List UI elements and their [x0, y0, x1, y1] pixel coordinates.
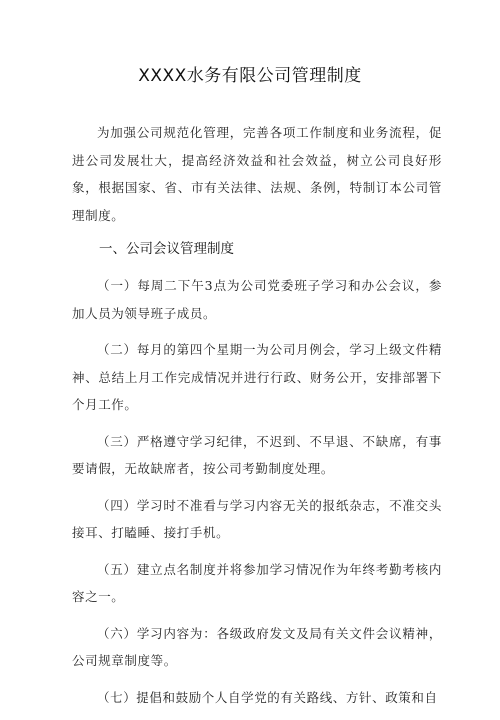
rule-item-2: （二）每月的第四个星期一为公司月例会，学习上级文件精神、总结上月工作完成情况并进行行政、财务公开，安排部署下个月工作。 — [72, 342, 442, 412]
rule-item-6: （六）学习内容为：各级政府发文及局有关文件会议精神，公司规章制度等。 — [72, 625, 442, 668]
rule-item-1: （一）每周二下午3点为公司党委班子学习和办公会议，参加人员为领导班子成员。 — [72, 278, 442, 321]
rule-item-5: （五）建立点名制度并将参加学习情况作为年终考勤考核内容之一。 — [72, 561, 442, 604]
document-body — [72, 119, 442, 720]
document-title: XXXX水务有限公司管理制度 — [138, 66, 362, 86]
intro-paragraph: 为加强公司规范化管理，完善各项工作制度和业务流程，促进公司发展壮大，提高经济效益和社会效益，树立公司良好形象，根据国家、省、市有关法律、法规、条例，特制订本公司管理制度。 — [72, 125, 442, 223]
rule-item-7: （七）提倡和鼓励个人自学党的有关路线、方针、政策和自 — [97, 689, 438, 705]
section-heading-meeting-rules: 一、公司会议管理制度 — [99, 241, 234, 257]
rule-item-3: （三）严格遵守学习纪律，不迟到、不早退、不缺席，有事要请假，无故缺席者，按公司考勤制度处理。 — [72, 433, 442, 476]
rule-item-4: （四）学习时不准看与学习内容无关的报纸杂志，不准交头接耳、打瞌睡、接打手机。 — [72, 497, 442, 540]
